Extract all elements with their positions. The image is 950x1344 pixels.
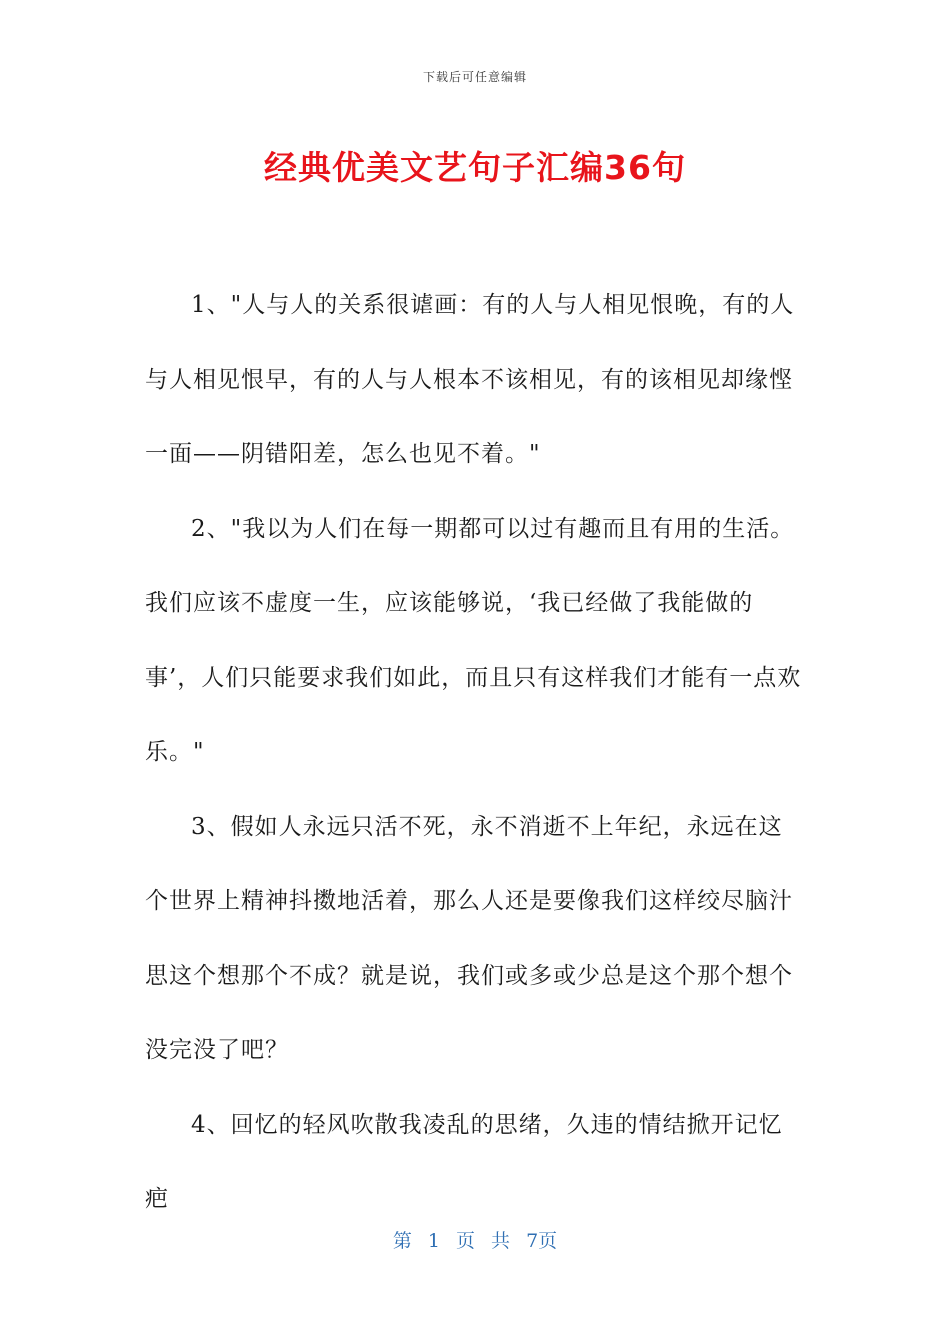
document-title: 经典优美文艺句子汇编36句 <box>264 148 686 187</box>
page-number: 第 1 页 共 7页 <box>392 1230 558 1252</box>
document-body <box>145 268 805 1237</box>
paragraph-2: 2、"我以为人们在每一期都可以过有趣而且有用的生活。我们应该不虚度一生，应该能够说，‘我已经做了我能做的事’，人们只能要求我们如此，而且只有这样我们才能有一点欢乐。" <box>145 515 802 765</box>
paragraph-3: 3、假如人永远只活不死，永不消逝不上年纪，永远在这个世界上精神抖擞地活着，那么人还是要像我们这样绞尽脑汁思这个想那个不成？就是说，我们或多或少总是这个那个想个没完没了吧？ <box>145 813 793 1063</box>
paragraph-1: 1、"人与人的关系很谑画：有的人与人相见恨晚，有的人与人相见恨早，有的人与人根本不该相见，有的该相见却缘悭一面——阴错阳差，怎么也见不着。" <box>145 292 795 467</box>
paragraph-4: 4、回忆的轻风吹散我凌乱的思绪，久违的情结掀开记忆疤 <box>145 1111 783 1212</box>
header-note: 下载后可任意编辑 <box>422 70 527 84</box>
